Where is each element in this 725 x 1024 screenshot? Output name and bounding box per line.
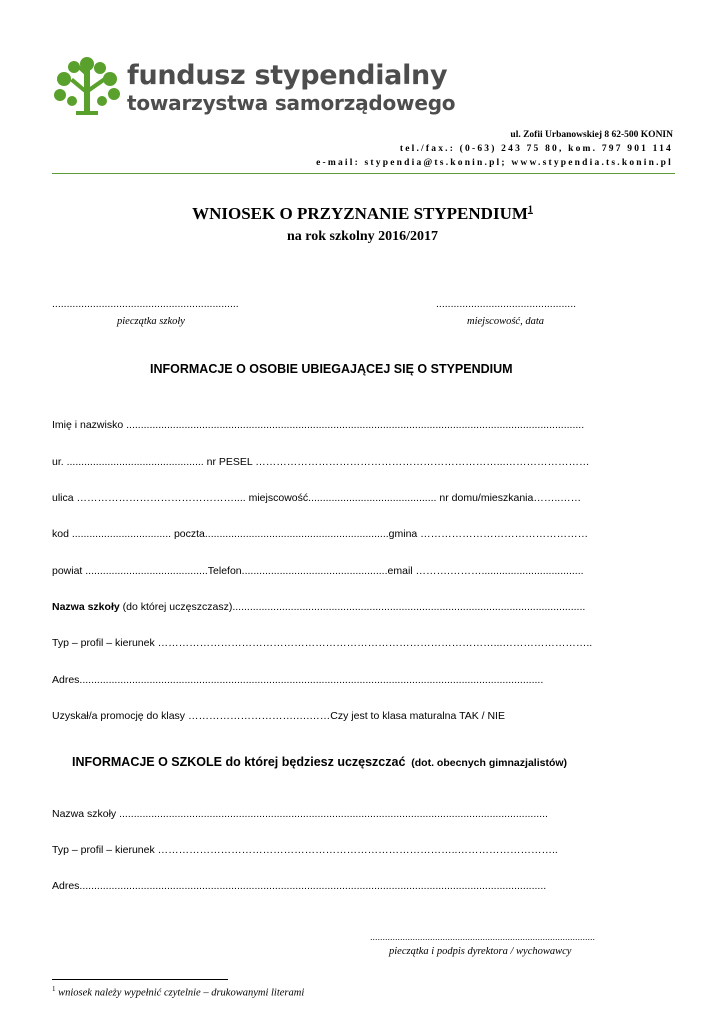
field-street-city[interactable]: ulica ……………………………………….... miejscowość............................................ nr domu/mieszkania……..…… [52,492,582,504]
title-footnote-mark: 1 [527,204,533,216]
section-future-school-heading [72,753,567,771]
field-postcode-commune[interactable]: kod .................................. poczta...............................................................gmina ………………………………………… [52,528,589,540]
field-birth-pesel[interactable]: ur. ............................................... nr PESEL ……………………………………………………………...…………………… [52,456,590,468]
field-school-address[interactable]: Adres............................................................................................................................................................... [52,674,544,686]
document-title-text: WNIOSEK O PRZYZNANIE STYPENDIUM [192,204,528,223]
current-school-line: (do której uczęszczasz)......................................................................................................................... [119,601,586,613]
contact-email: e-mail: stypendia@ts.konin.pl; www.stypendia.ts.konin.pl [316,158,673,168]
footnote-text: wniosek należy wypełnić czytelnie – drukowanymi literami [55,987,305,999]
logo-text-primary: fundusz stypendialny [127,60,448,91]
footnote-divider [52,979,228,980]
future-school-heading-rest: do której będziesz uczęszczać [222,755,406,769]
field-county-phone-email[interactable]: powiat ..........................................Telefon..................................................email ……….………................................... [52,565,584,577]
school-stamp-label: pieczątka szkoły [117,316,185,327]
director-signature-line: .......................................................................................... [370,932,596,942]
tree-logo-icon [52,57,122,115]
director-signature-label: pieczątka i podpis dyrektora / wychowawcy [389,946,572,957]
contact-phone: tel./fax.: (0-63) 243 75 80, kom. 797 901 114 [399,144,673,154]
footnote-mark: 1 [52,985,56,993]
document-subtitle: na rok szkolny 2016/2017 [286,229,439,244]
future-school-heading-note: (dot. obecnych gimnazjalistów) [411,757,568,769]
field-future-school-address[interactable]: Adres................................................................................................................................................................ [52,880,547,892]
contact-address: ul. Zofii Urbanowskiej 8 62-500 KONIN [510,130,673,140]
document-title [0,204,725,224]
field-full-name[interactable]: Imię i nazwisko ............................................................................................................................................................. [52,419,585,431]
section-applicant-heading: INFORMACJE O OSOBIE UBIEGAJĄCEJ SIĘ O STYPENDIUM [150,362,513,376]
future-school-heading-caps: INFORMACJE O SZKOLE [72,755,223,769]
header-divider [52,173,675,174]
field-type-profile[interactable]: Typ – profil – kierunek ……………………………………………………………………………………...…………………….. [52,637,593,649]
field-promotion-class[interactable]: Uzyskał/a promocję do klasy ………………………….….……Czy jest to klasa maturalna TAK / NIE [52,710,505,722]
place-date-line: ................................................ [436,298,577,310]
place-date-label: miejscowość, data [467,316,544,327]
field-current-school[interactable] [52,601,585,613]
logo-text-secondary: towarzystwa samorządowego [127,91,456,115]
school-stamp-line: ................................................................ [52,298,239,310]
current-school-label: Nazwa szkoły [52,601,120,613]
footnote [52,985,304,999]
field-future-school-name[interactable]: Nazwa szkoły ................................................................................................................................................... [52,808,548,820]
field-future-type-profile[interactable]: Typ – profil – kierunek …………………………………………………………………………..……………………….. [52,844,558,856]
